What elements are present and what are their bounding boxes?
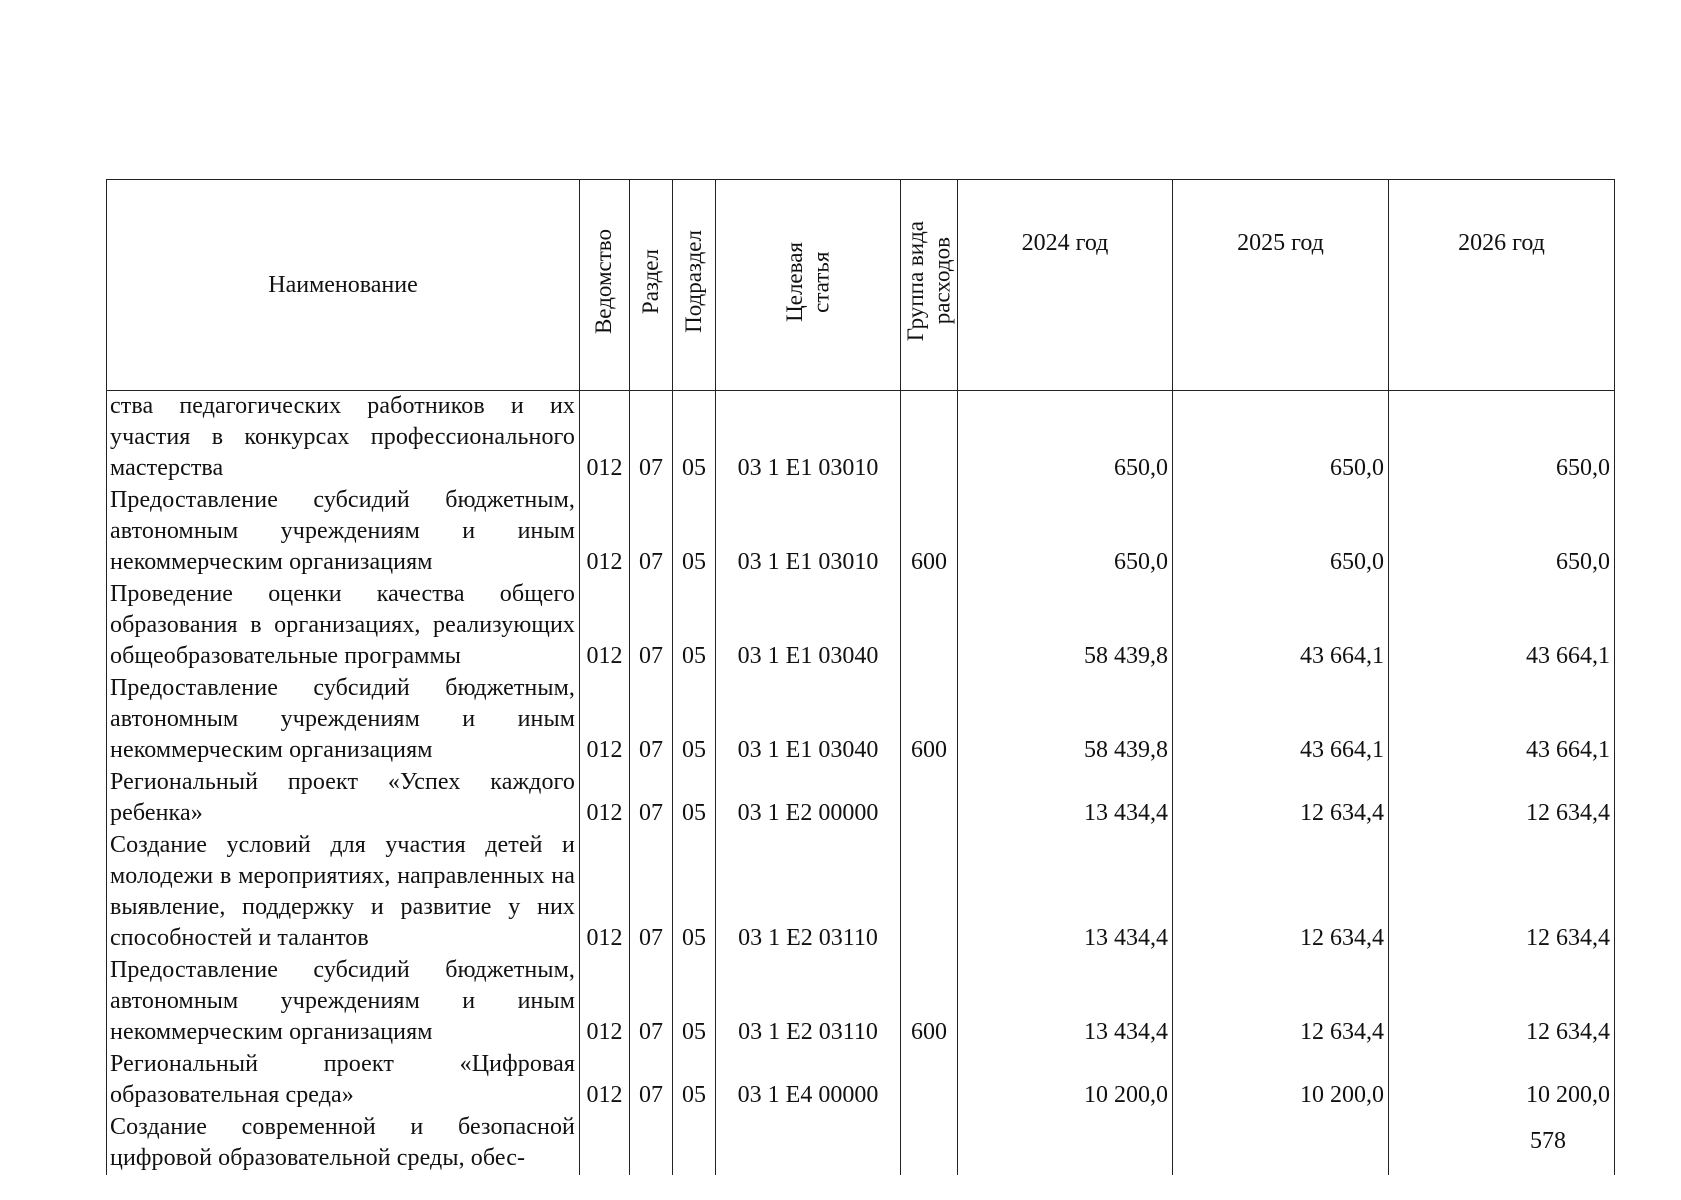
cell-expense-group <box>901 391 958 486</box>
header-name-label: Наименование <box>268 271 418 298</box>
cell-subsection: 05 <box>673 955 716 1049</box>
cell-amount-2026: 43 664,1 <box>1389 579 1615 673</box>
cell-section: 07 <box>630 767 673 830</box>
cell-department <box>580 1112 630 1175</box>
cell-expense-group <box>901 1049 958 1112</box>
table-header-row <box>107 180 1615 391</box>
cell-amount-2026: 12 634,4 <box>1389 767 1615 830</box>
cell-department: 012 <box>580 830 630 955</box>
header-name <box>107 180 580 391</box>
cell-name: Создание современной и безопасной цифровой образовательной среды, обес- <box>107 1112 580 1175</box>
cell-amount-2026: 650,0 <box>1389 485 1615 579</box>
cell-section: 07 <box>630 485 673 579</box>
cell-department: 012 <box>580 391 630 486</box>
cell-department: 012 <box>580 1049 630 1112</box>
cell-target-article: 03 1 E1 03040 <box>716 579 901 673</box>
cell-name: Проведение оценки качества общего образования в организациях, реализующих общеобразовательные программы <box>107 579 580 673</box>
cell-subsection: 05 <box>673 830 716 955</box>
cell-section <box>630 1112 673 1175</box>
cell-name: Создание условий для участия детей и молодежи в мероприятиях, направленных на выявление, поддержку и развитие у них способностей и талантов <box>107 830 580 955</box>
cell-amount-2025: 43 664,1 <box>1173 673 1389 767</box>
table-row <box>107 767 1615 830</box>
header-year-2026-label: 2026 год <box>1458 230 1545 256</box>
cell-target-article <box>716 1112 901 1175</box>
cell-amount-2024: 650,0 <box>958 391 1173 486</box>
cell-target-article: 03 1 E4 00000 <box>716 1049 901 1112</box>
cell-section: 07 <box>630 1049 673 1112</box>
cell-subsection: 05 <box>673 391 716 486</box>
cell-subsection: 05 <box>673 579 716 673</box>
budget-table <box>106 179 1615 1175</box>
table-row <box>107 391 1615 486</box>
header-expense-group <box>901 180 958 391</box>
cell-section: 07 <box>630 955 673 1049</box>
cell-name: Предоставление субсидий бюджетным, автономным учреждениям и иным некоммерческим организациям <box>107 673 580 767</box>
cell-expense-group: 600 <box>901 955 958 1049</box>
cell-amount-2025: 10 200,0 <box>1173 1049 1389 1112</box>
table-row <box>107 955 1615 1049</box>
cell-department: 012 <box>580 767 630 830</box>
cell-amount-2026: 650,0 <box>1389 391 1615 486</box>
header-year-2025-label: 2025 год <box>1237 230 1324 256</box>
cell-amount-2026 <box>1389 1112 1615 1175</box>
cell-name: Предоставление субсидий бюджетным, автономным учреждениям и иным некоммерческим организациям <box>107 485 580 579</box>
header-section <box>630 180 673 391</box>
cell-name: Предоставление субсидий бюджетным, автономным учреждениям и иным некоммерческим организациям <box>107 955 580 1049</box>
header-department <box>580 180 630 391</box>
cell-subsection: 05 <box>673 767 716 830</box>
cell-section: 07 <box>630 673 673 767</box>
header-expense-group-label: Группа вида расходов <box>902 221 954 342</box>
table-row <box>107 485 1615 579</box>
cell-amount-2026: 12 634,4 <box>1389 955 1615 1049</box>
cell-subsection: 05 <box>673 485 716 579</box>
cell-amount-2026: 12 634,4 <box>1389 830 1615 955</box>
cell-amount-2025: 12 634,4 <box>1173 767 1389 830</box>
table-body <box>107 391 1615 1176</box>
header-subsection <box>673 180 716 391</box>
cell-amount-2025: 650,0 <box>1173 485 1389 579</box>
header-target-article <box>716 180 901 391</box>
cell-target-article: 03 1 E1 03010 <box>716 391 901 486</box>
cell-department: 012 <box>580 673 630 767</box>
cell-amount-2026: 43 664,1 <box>1389 673 1615 767</box>
table-row <box>107 673 1615 767</box>
cell-amount-2024: 10 200,0 <box>958 1049 1173 1112</box>
cell-target-article: 03 1 E1 03010 <box>716 485 901 579</box>
cell-expense-group <box>901 1112 958 1175</box>
cell-target-article: 03 1 E2 03110 <box>716 955 901 1049</box>
cell-expense-group <box>901 830 958 955</box>
table-row <box>107 579 1615 673</box>
cell-name: Региональный проект «Успех каждого ребенка» <box>107 767 580 830</box>
cell-expense-group <box>901 579 958 673</box>
page-number: 578 <box>1530 1128 1566 1154</box>
header-target-article-label: Целевая статья <box>781 241 833 322</box>
cell-expense-group: 600 <box>901 485 958 579</box>
cell-amount-2026: 10 200,0 <box>1389 1049 1615 1112</box>
table-row <box>107 1049 1615 1112</box>
cell-subsection: 05 <box>673 673 716 767</box>
cell-amount-2024: 650,0 <box>958 485 1173 579</box>
cell-target-article: 03 1 E2 00000 <box>716 767 901 830</box>
cell-amount-2024 <box>958 1112 1173 1175</box>
cell-name: ства педагогических работников и их участия в конкурсах профессионального мастерства <box>107 391 580 486</box>
cell-amount-2024: 13 434,4 <box>958 767 1173 830</box>
cell-section: 07 <box>630 830 673 955</box>
cell-section: 07 <box>630 579 673 673</box>
cell-amount-2024: 58 439,8 <box>958 579 1173 673</box>
header-year-2025 <box>1173 180 1389 391</box>
cell-amount-2024: 13 434,4 <box>958 830 1173 955</box>
cell-subsection: 05 <box>673 1049 716 1112</box>
cell-amount-2025: 12 634,4 <box>1173 830 1389 955</box>
cell-amount-2025 <box>1173 1112 1389 1175</box>
header-year-2024 <box>958 180 1173 391</box>
cell-section: 07 <box>630 391 673 486</box>
header-subsection-label: Подраздел <box>680 230 706 333</box>
cell-amount-2025: 12 634,4 <box>1173 955 1389 1049</box>
cell-name: Региональный проект «Цифровая образовательная среда» <box>107 1049 580 1112</box>
cell-target-article: 03 1 E1 03040 <box>716 673 901 767</box>
cell-amount-2025: 43 664,1 <box>1173 579 1389 673</box>
table-row <box>107 1112 1615 1175</box>
header-year-2026 <box>1389 180 1615 391</box>
header-department-label: Ведомство <box>591 228 617 335</box>
table-row <box>107 830 1615 955</box>
cell-department: 012 <box>580 579 630 673</box>
cell-department: 012 <box>580 485 630 579</box>
cell-department: 012 <box>580 955 630 1049</box>
header-section-label: Раздел <box>637 248 663 315</box>
cell-subsection <box>673 1112 716 1175</box>
cell-amount-2024: 13 434,4 <box>958 955 1173 1049</box>
cell-target-article: 03 1 E2 03110 <box>716 830 901 955</box>
header-year-2024-label: 2024 год <box>1021 230 1109 256</box>
cell-amount-2025: 650,0 <box>1173 391 1389 486</box>
cell-expense-group <box>901 767 958 830</box>
cell-amount-2024: 58 439,8 <box>958 673 1173 767</box>
cell-expense-group: 600 <box>901 673 958 767</box>
